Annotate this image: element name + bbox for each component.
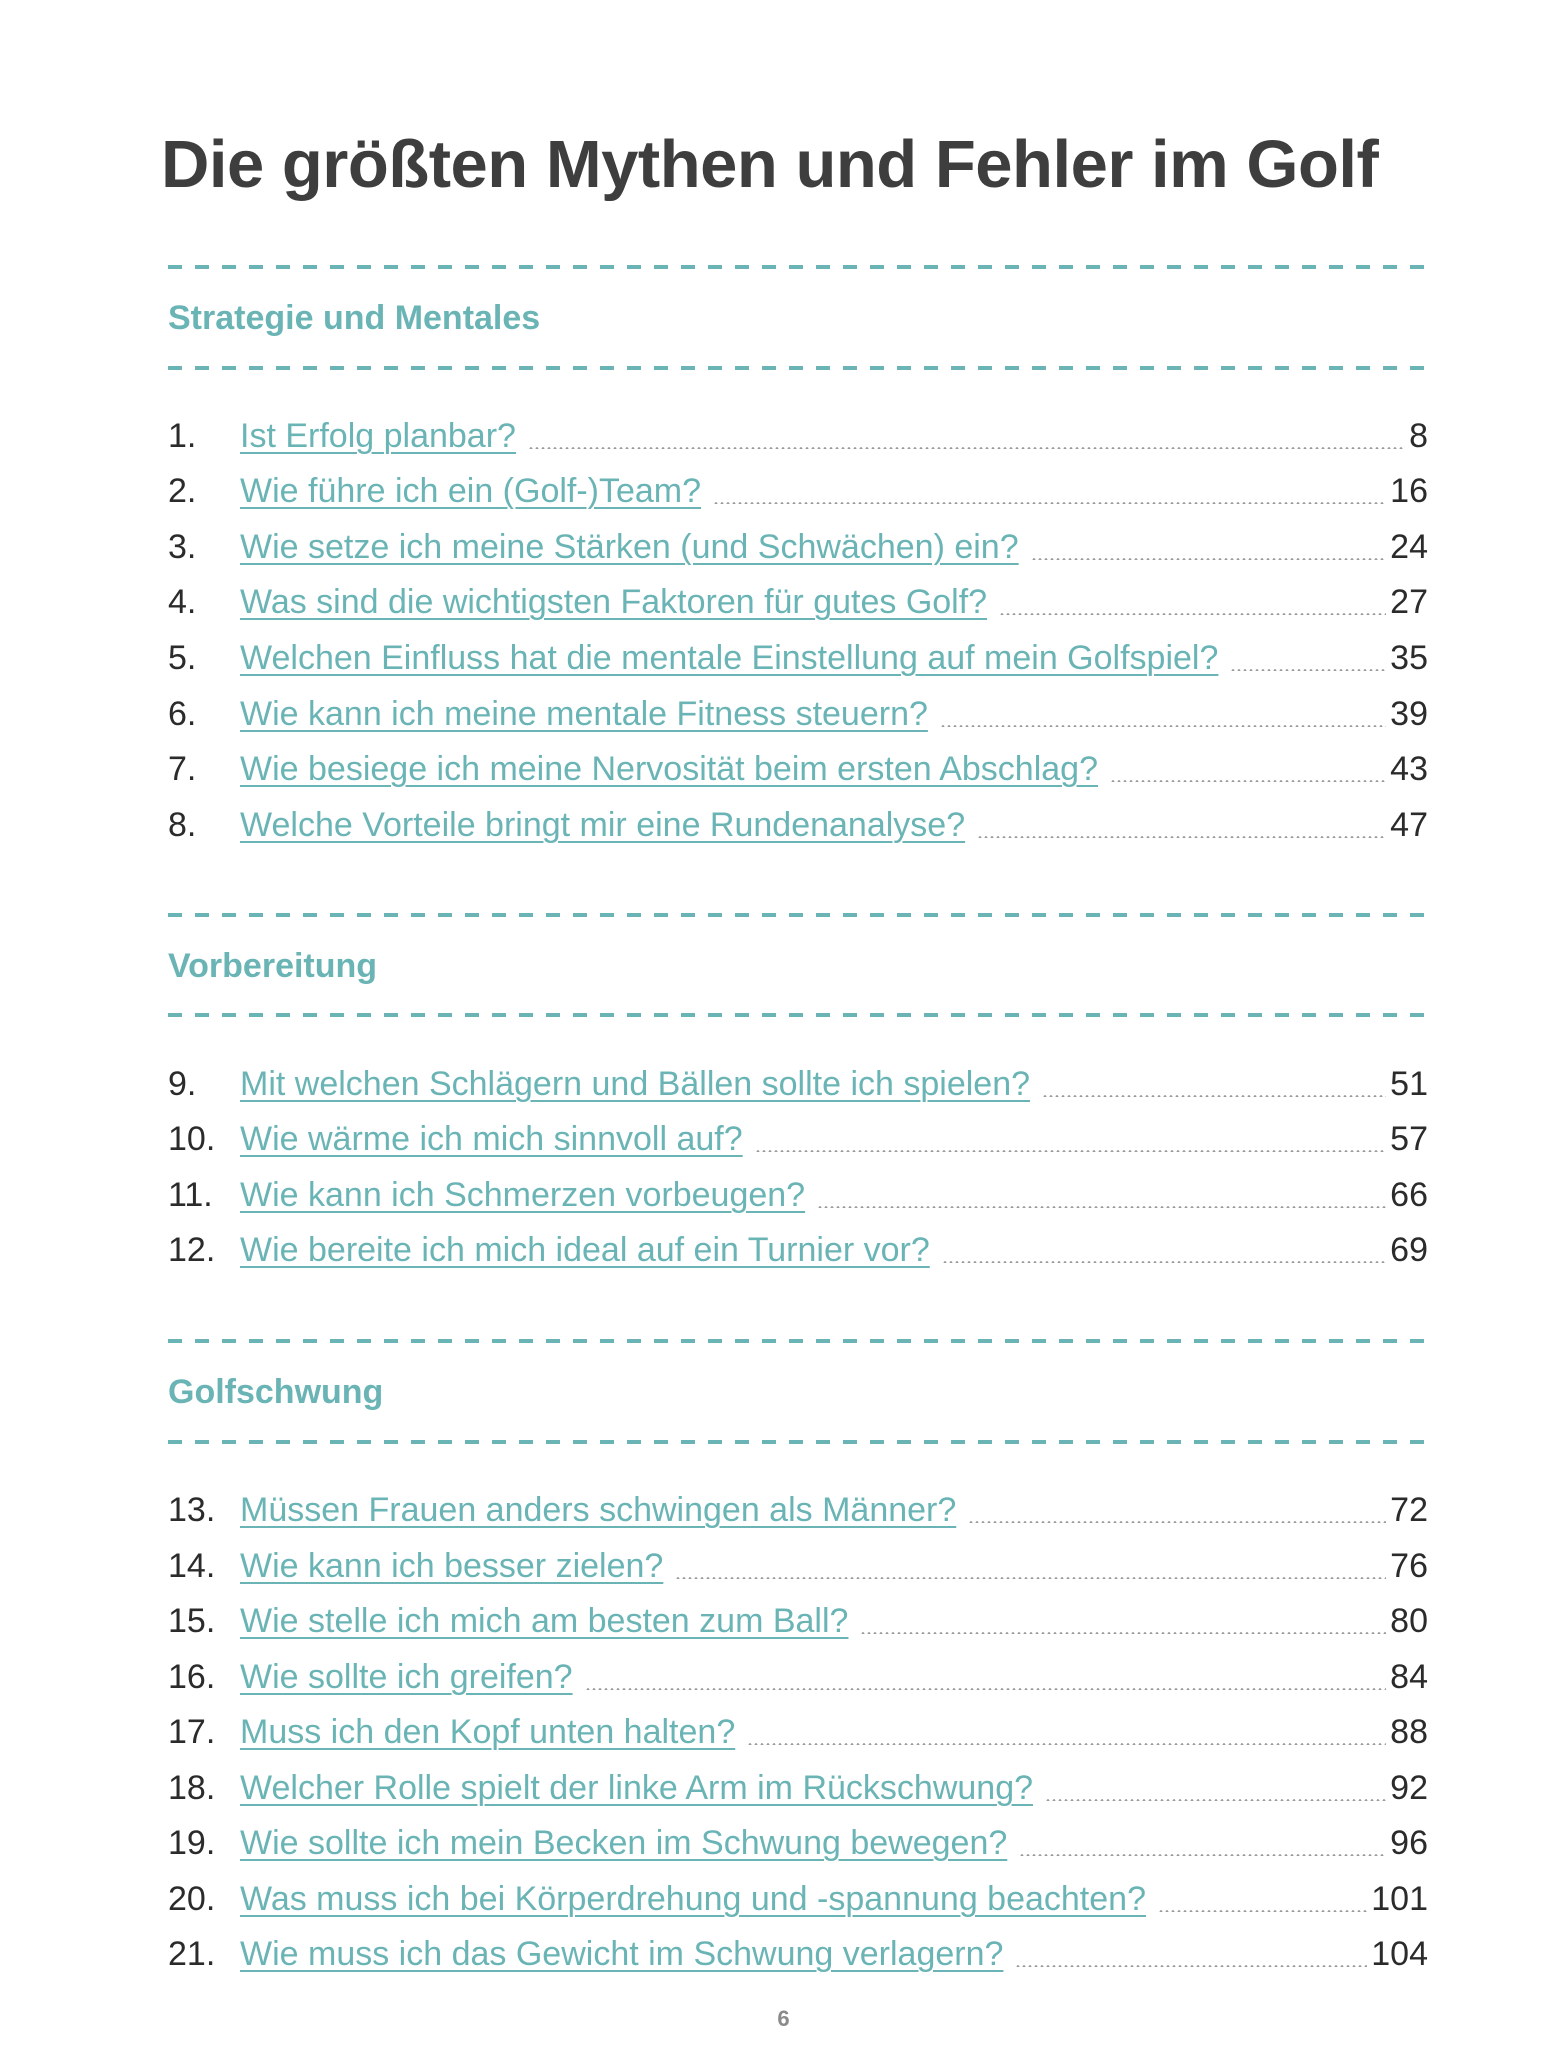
entry-number: 7. bbox=[168, 750, 197, 788]
entry-link[interactable]: Was sind die wichtigsten Faktoren für gutes Golf? bbox=[240, 583, 988, 621]
entry-number: 8. bbox=[168, 806, 197, 844]
toc-entry bbox=[168, 1874, 1428, 1924]
entry-link[interactable]: Wie kann ich Schmerzen vorbeugen? bbox=[240, 1176, 806, 1214]
entry-number: 9. bbox=[168, 1065, 197, 1103]
entry-link[interactable]: Müssen Frauen anders schwingen als Männer? bbox=[240, 1491, 957, 1529]
dot-leader bbox=[1110, 780, 1386, 782]
dot-leader bbox=[1230, 669, 1386, 671]
entry-page-number: 66 bbox=[1390, 1176, 1428, 1214]
dot-leader bbox=[968, 1521, 1386, 1523]
toc-entry bbox=[168, 1225, 1428, 1275]
toc-entry bbox=[168, 411, 1428, 461]
dot-leader bbox=[1158, 1910, 1367, 1912]
dot-leader bbox=[942, 1261, 1386, 1263]
entry-page-number: 84 bbox=[1390, 1658, 1428, 1696]
entry-number: 13. bbox=[168, 1491, 216, 1529]
dot-leader bbox=[1031, 558, 1387, 560]
entry-link[interactable]: Was muss ich bei Körperdrehung und -spannung beachten? bbox=[240, 1880, 1146, 1918]
entry-link[interactable]: Muss ich den Kopf unten halten? bbox=[240, 1713, 736, 1751]
entry-number: 2. bbox=[168, 472, 197, 510]
entry-number: 12. bbox=[168, 1231, 216, 1269]
entry-link[interactable]: Wie muss ich das Gewicht im Schwung verlagern? bbox=[240, 1935, 1004, 1973]
entry-number: 4. bbox=[168, 583, 197, 621]
entry-number: 21. bbox=[168, 1935, 216, 1973]
toc-entry bbox=[168, 577, 1428, 627]
entry-link[interactable]: Wie stelle ich mich am besten zum Ball? bbox=[240, 1602, 849, 1640]
entry-link[interactable]: Mit welchen Schlägern und Bällen sollte ich spielen? bbox=[240, 1065, 1031, 1103]
entry-number: 14. bbox=[168, 1547, 216, 1585]
entry-link[interactable]: Wie führe ich ein (Golf-)Team? bbox=[240, 472, 702, 510]
section-divider bbox=[168, 366, 1428, 370]
entry-number: 20. bbox=[168, 1880, 216, 1918]
entry-link[interactable]: Wie wärme ich mich sinnvoll auf? bbox=[240, 1120, 743, 1158]
section-divider bbox=[168, 1440, 1428, 1444]
entry-page-number: 16 bbox=[1390, 472, 1428, 510]
entry-page-number: 101 bbox=[1371, 1880, 1428, 1918]
section-heading-vorbereitung: Vorbereitung bbox=[168, 947, 378, 985]
entry-number: 18. bbox=[168, 1769, 216, 1807]
entry-link[interactable]: Welcher Rolle spielt der linke Arm im Rückschwung? bbox=[240, 1769, 1034, 1807]
entry-number: 1. bbox=[168, 417, 197, 455]
entry-page-number: 96 bbox=[1390, 1824, 1428, 1862]
entry-page-number: 104 bbox=[1371, 1935, 1428, 1973]
entry-page-number: 80 bbox=[1390, 1602, 1428, 1640]
entry-link[interactable]: Wie besiege ich meine Nervosität beim ersten Abschlag? bbox=[240, 750, 1098, 788]
toc-entry bbox=[168, 1652, 1428, 1702]
section-divider bbox=[168, 913, 1428, 917]
entry-page-number: 88 bbox=[1390, 1713, 1428, 1751]
footer-page-number: 6 bbox=[777, 2006, 790, 2031]
dot-leader bbox=[747, 1743, 1386, 1745]
dot-leader bbox=[999, 613, 1386, 615]
toc-entry bbox=[168, 1059, 1428, 1109]
entry-number: 19. bbox=[168, 1824, 216, 1862]
toc-entry bbox=[168, 1763, 1428, 1813]
section-heading-strategie: Strategie und Mentales bbox=[168, 299, 541, 337]
dot-leader bbox=[977, 836, 1386, 838]
toc-entry bbox=[168, 1541, 1428, 1591]
entry-page-number: 69 bbox=[1390, 1231, 1428, 1269]
entry-link[interactable]: Ist Erfolg planbar? bbox=[240, 417, 516, 455]
toc-entry bbox=[168, 744, 1428, 794]
entry-page-number: 35 bbox=[1390, 639, 1428, 677]
entry-number: 16. bbox=[168, 1658, 216, 1696]
toc-entry bbox=[168, 1114, 1428, 1164]
dot-leader bbox=[528, 447, 1405, 449]
entry-page-number: 43 bbox=[1390, 750, 1428, 788]
entry-number: 17. bbox=[168, 1713, 216, 1751]
entry-page-number: 27 bbox=[1390, 583, 1428, 621]
entry-link[interactable]: Welchen Einfluss hat die mentale Einstellung auf mein Golfspiel? bbox=[240, 639, 1219, 677]
entry-number: 3. bbox=[168, 528, 197, 566]
entry-link[interactable]: Wie kann ich meine mentale Fitness steuern? bbox=[240, 695, 928, 733]
entry-number: 11. bbox=[168, 1176, 213, 1214]
toc-entry bbox=[168, 522, 1428, 572]
dot-leader bbox=[940, 725, 1386, 727]
entry-page-number: 24 bbox=[1390, 528, 1428, 566]
entry-number: 5. bbox=[168, 639, 197, 677]
dot-leader bbox=[713, 502, 1386, 504]
dot-leader bbox=[675, 1577, 1386, 1579]
toc-entry bbox=[168, 633, 1428, 683]
entry-number: 6. bbox=[168, 695, 197, 733]
section-heading-golfschwung: Golfschwung bbox=[168, 1373, 384, 1411]
entry-link[interactable]: Wie sollte ich greifen? bbox=[240, 1658, 573, 1696]
toc-entry bbox=[168, 1170, 1428, 1220]
entry-link[interactable]: Welche Vorteile bringt mir eine Rundenanalyse? bbox=[240, 806, 966, 844]
dot-leader bbox=[755, 1150, 1387, 1152]
dot-leader bbox=[1042, 1095, 1386, 1097]
page-title: Die größten Mythen und Fehler im Golf bbox=[161, 127, 1379, 202]
dot-leader bbox=[860, 1632, 1386, 1634]
toc-entry bbox=[168, 1707, 1428, 1757]
toc-entry bbox=[168, 1485, 1428, 1535]
toc-entry bbox=[168, 466, 1428, 516]
entry-page-number: 51 bbox=[1390, 1065, 1428, 1103]
dot-leader bbox=[1015, 1965, 1367, 1967]
entry-link[interactable]: Wie sollte ich mein Becken im Schwung bewegen? bbox=[240, 1824, 1008, 1862]
entry-page-number: 47 bbox=[1390, 806, 1428, 844]
entry-link[interactable]: Wie kann ich besser zielen? bbox=[240, 1547, 664, 1585]
entry-page-number: 57 bbox=[1390, 1120, 1428, 1158]
toc-entry bbox=[168, 689, 1428, 739]
dot-leader bbox=[585, 1688, 1387, 1690]
dot-leader bbox=[817, 1206, 1386, 1208]
entry-page-number: 39 bbox=[1390, 695, 1428, 733]
section-divider bbox=[168, 1013, 1428, 1017]
dot-leader bbox=[1019, 1854, 1386, 1856]
entry-page-number: 8 bbox=[1409, 417, 1428, 455]
toc-entry bbox=[168, 1818, 1428, 1868]
entry-link[interactable]: Wie bereite ich mich ideal auf ein Turnier vor? bbox=[240, 1231, 930, 1269]
dot-leader bbox=[1045, 1799, 1386, 1801]
section-divider bbox=[168, 1339, 1428, 1343]
toc-entry bbox=[168, 1929, 1428, 1979]
entry-link[interactable]: Wie setze ich meine Stärken (und Schwächen) ein? bbox=[240, 528, 1019, 566]
entry-page-number: 92 bbox=[1390, 1769, 1428, 1807]
entry-number: 15. bbox=[168, 1602, 216, 1640]
entry-page-number: 72 bbox=[1390, 1491, 1428, 1529]
toc-entry bbox=[168, 800, 1428, 850]
entry-number: 10. bbox=[168, 1120, 216, 1158]
entry-page-number: 76 bbox=[1390, 1547, 1428, 1585]
toc-entry bbox=[168, 1596, 1428, 1646]
section-divider bbox=[168, 265, 1428, 269]
